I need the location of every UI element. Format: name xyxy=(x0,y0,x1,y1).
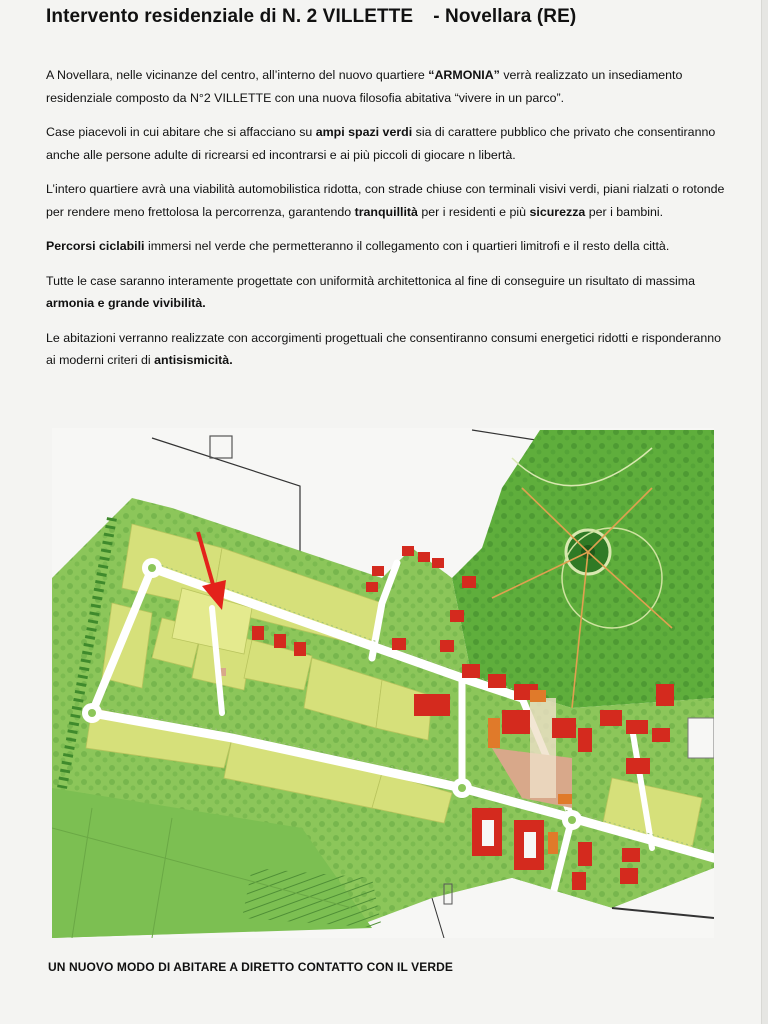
body-text xyxy=(46,64,726,384)
paragraph-2 xyxy=(46,121,726,166)
site-plan-drawing xyxy=(52,428,714,938)
page-title xyxy=(46,6,576,28)
bold-text: sicurezza xyxy=(529,204,586,219)
paragraph-text: verrà realizzato un insediamento residenziale composto da N°2 VILLETTE con una nuova filosofia abitativa “vivere in un parco”. xyxy=(46,68,683,105)
bold-text: armonia e grande vivibilità. xyxy=(46,296,206,310)
paragraph-4 xyxy=(46,235,726,258)
paragraph-text: sia di carattere pubblico che privato che consentiranno anche alle persone adulte di ricrearsi ed incontrarsi e ai più piccoli di giocare n libertà. xyxy=(46,125,716,162)
caption xyxy=(48,960,453,974)
bold-text: ampi spazi verdi xyxy=(315,125,413,139)
bold-text: Percorsi ciclabili xyxy=(46,239,145,253)
paragraph-text: Case piacevoli in cui abitare che si affacciano su xyxy=(46,125,316,139)
paragraph-text: Le abitazioni verranno realizzate con accorgimenti progettuali che consentiranno consumi energetici ridotti e risponderanno ai moderni criteri di xyxy=(46,330,721,367)
title-main: Intervento residenziale di N. 2 VILLETTE xyxy=(46,6,414,27)
caption-end: VERDE xyxy=(411,960,453,974)
page-edge xyxy=(761,0,768,1024)
title-location: - Novellara (RE) xyxy=(433,6,577,27)
bold-text: “ARMONIA” xyxy=(428,68,500,82)
bold-text: tranquillità xyxy=(354,204,418,219)
caption-start: UN NUOVO MODO DI ABITARE A DIRETTO CONTATTO CON IL xyxy=(48,960,408,974)
bold-text: antisismicità. xyxy=(154,353,233,367)
paragraph-text: per i residenti e più xyxy=(417,204,530,219)
paragraph-text: Tutte le case saranno interamente progettate con uniformità architettonica al fine di conseguire un risultato di massima xyxy=(46,273,696,288)
paragraph-text: per i bambini. xyxy=(585,204,664,219)
paragraph-text: L’intero quartiere avrà una viabilità automobilistica ridotta, con strade chiuse con terminali visivi verdi, piani rialzati o rotonde per rendere meno frettolosa la percorrenza, garantendo xyxy=(46,182,725,219)
paragraph-5 xyxy=(46,270,726,315)
paragraph-text: immersi nel verde che permetteranno il collegamento con i quartieri limitrofi e il resto della città. xyxy=(144,239,670,253)
paragraph-text: A Novellara, nelle vicinanze del centro, all’interno del nuovo quartiere xyxy=(46,68,429,82)
plan-right-building xyxy=(688,718,714,758)
site-plan-image xyxy=(52,428,714,938)
paragraph-3 xyxy=(46,178,726,223)
paragraph-1 xyxy=(46,64,726,109)
paragraph-6 xyxy=(46,327,726,372)
